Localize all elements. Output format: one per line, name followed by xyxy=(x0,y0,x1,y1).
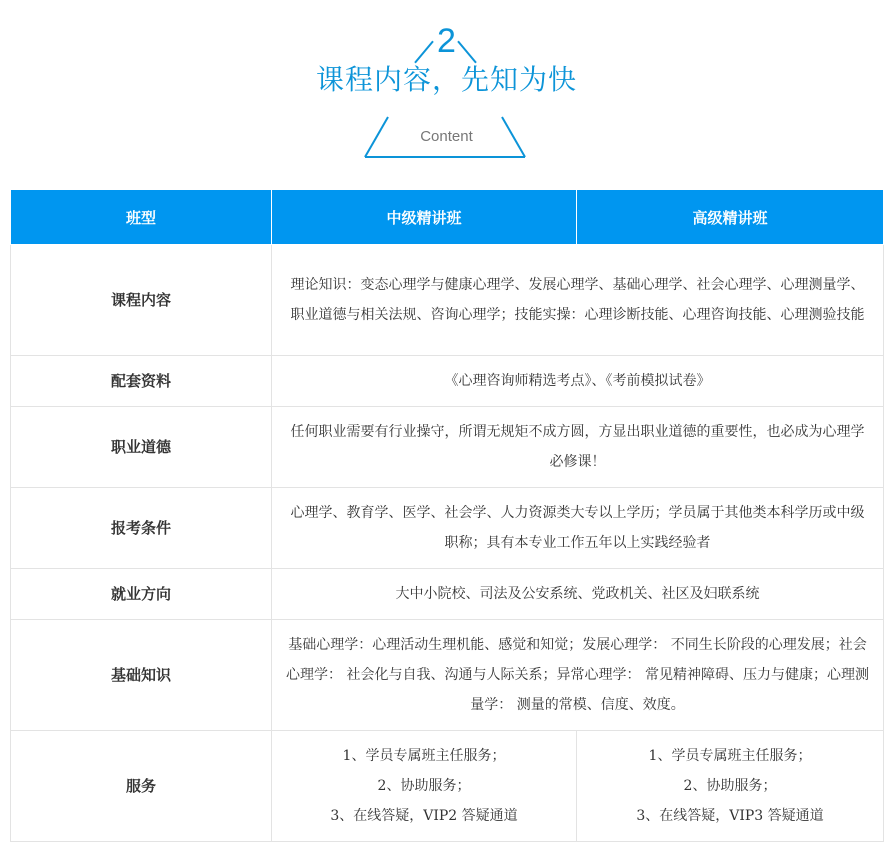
table-row xyxy=(11,356,884,407)
header-advanced: 高级精讲班 xyxy=(577,190,884,245)
service-intermediate-cell xyxy=(272,731,577,842)
service-item: 3、在线答疑，VIP3 答疑通道 xyxy=(636,808,824,824)
row-label-materials: 配套资料 xyxy=(11,356,272,407)
table-row xyxy=(11,620,884,731)
service-advanced-cell xyxy=(577,731,884,842)
basics-cell: 基础心理学：心理活动生理机能、感觉和知觉；发展心理学： 不同生长阶段的心理发展；社会心理学： 社会化与自我、沟通与人际关系；异常心理学： 常见精神障碍、压力与健康；心理测量学： 测量的常模、信度、效度。 xyxy=(272,620,884,731)
section-number: 2 xyxy=(437,22,456,60)
header-class-type: 班型 xyxy=(11,190,272,245)
row-label-course: 课程内容 xyxy=(11,245,272,356)
table-row xyxy=(11,245,884,356)
header-intermediate: 中级精讲班 xyxy=(272,190,577,245)
service-item: 3、在线答疑，VIP2 答疑通道 xyxy=(330,808,518,824)
materials-cell: 《心理咨询师精选考点》、《考前模拟试卷》 xyxy=(272,356,884,407)
requirements-cell: 心理学、教育学、医学、社会学、人力资源类大专以上学历；学员属于其他类本科学历或中级职称；具有本专业工作五年以上实践经验者 xyxy=(272,488,884,569)
table-row xyxy=(11,731,884,842)
section-title: 课程内容，先知为快 xyxy=(315,63,577,96)
table-row xyxy=(11,488,884,569)
row-label-service: 服务 xyxy=(11,731,272,842)
row-label-ethics: 职业道德 xyxy=(11,407,272,488)
service-item: 2、协助服务； xyxy=(683,778,777,794)
service-item: 1、学员专属班主任服务； xyxy=(648,748,812,764)
course-table xyxy=(10,189,884,842)
table-row xyxy=(11,569,884,620)
service-item: 2、协助服务； xyxy=(377,778,471,794)
ethics-cell: 任何职业需要有行业操守，所谓无规矩不成方圆，方显出职业道德的重要性，也必成为心理学必修课！ xyxy=(272,407,884,488)
table-header-row xyxy=(11,190,884,245)
course-content-cell: 理论知识：变态心理学与健康心理学、发展心理学、基础心理学、社会心理学、心理测量学、职业道德与相关法规、咨询心理学；技能实操：心理诊断技能、心理咨询技能、心理测验技能 xyxy=(272,245,884,356)
table-row xyxy=(11,407,884,488)
career-cell: 大中小院校、司法及公安系统、党政机关、社区及妇联系统 xyxy=(272,569,884,620)
section-subtitle: Content xyxy=(420,128,473,145)
row-label-basics: 基础知识 xyxy=(11,620,272,731)
service-item: 1、学员专属班主任服务； xyxy=(342,748,506,764)
section-header xyxy=(0,0,893,180)
row-label-career: 就业方向 xyxy=(11,569,272,620)
row-label-requirements: 报考条件 xyxy=(11,488,272,569)
